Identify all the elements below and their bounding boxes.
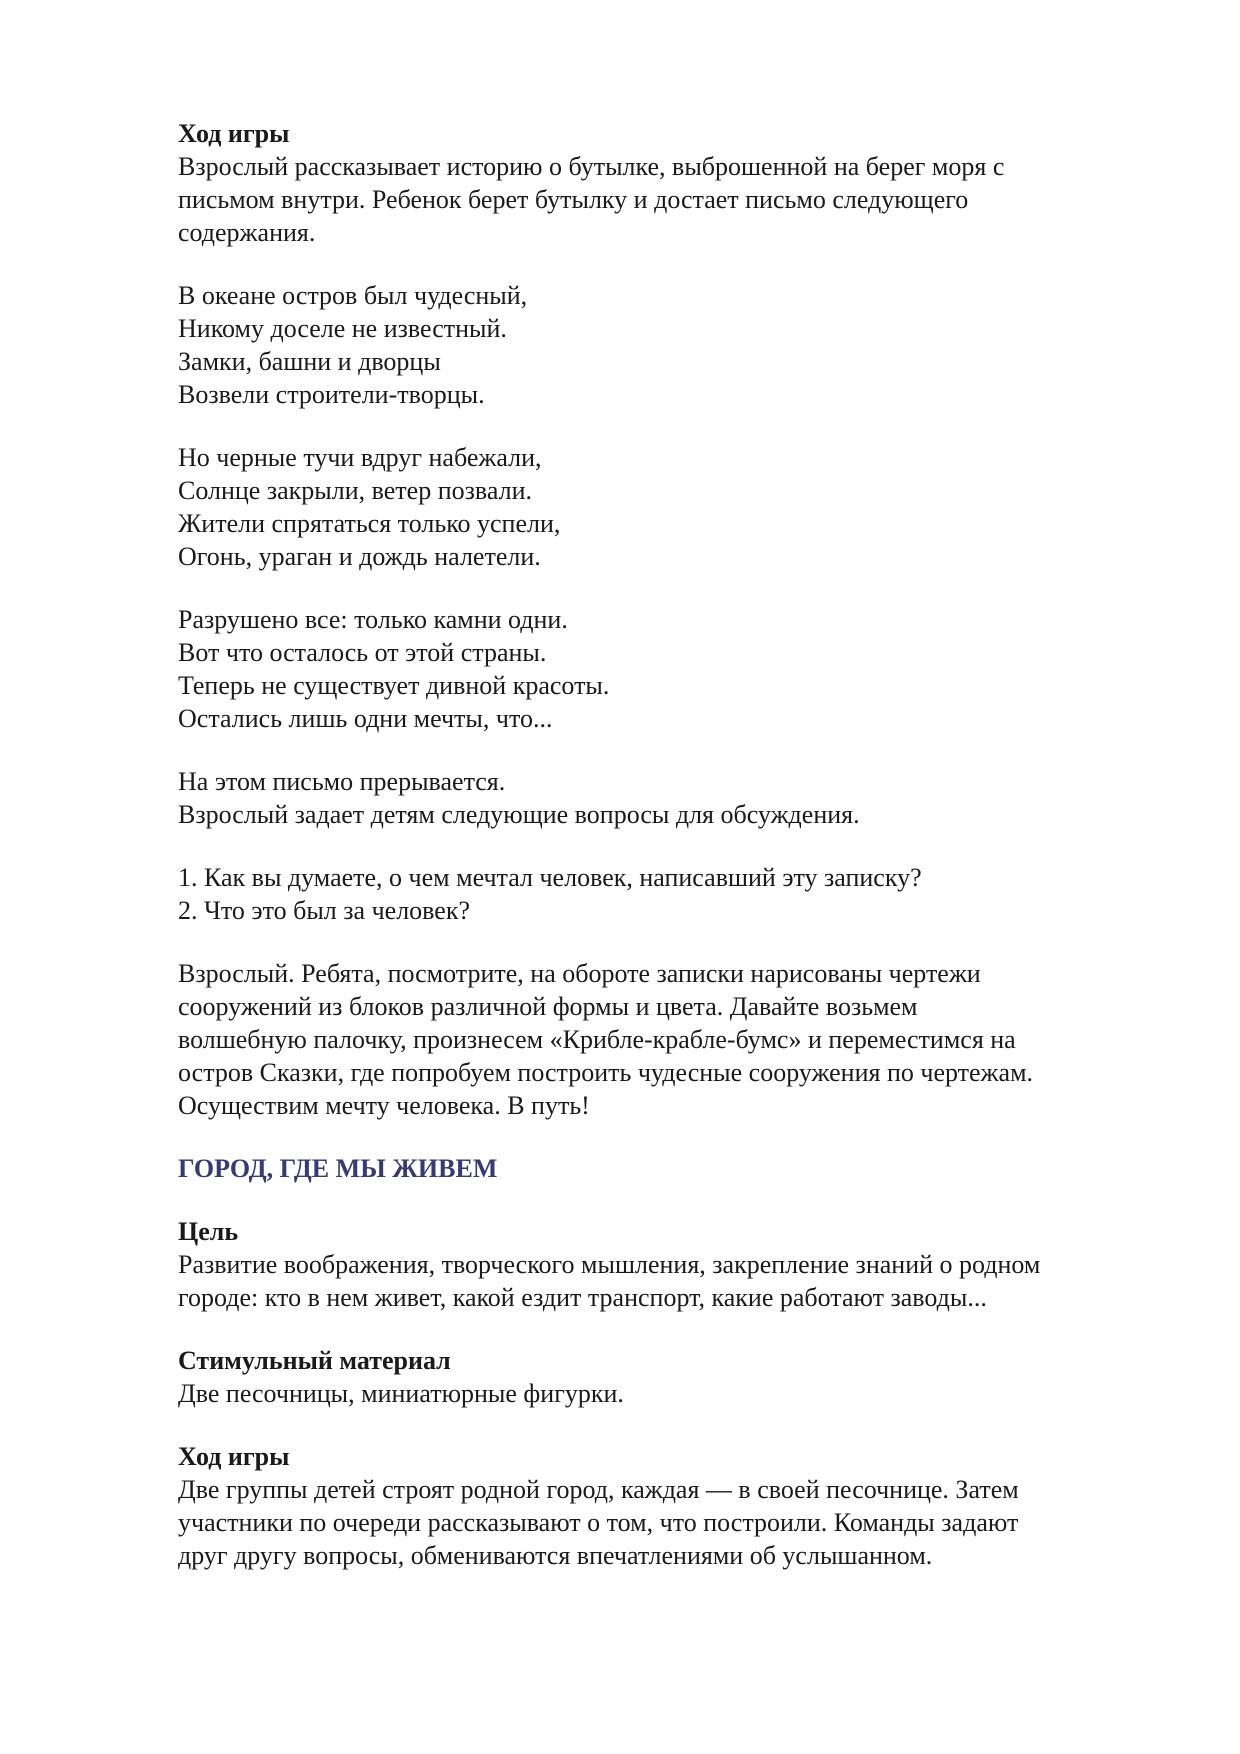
adult-speech-paragraph	[178, 957, 1168, 1122]
poem-line: Замки, башни и дворцы	[178, 347, 441, 376]
poem-line: Разрушено все: только камни одни.	[178, 605, 568, 634]
section-title: ГОРОД, ГДЕ МЫ ЖИВЕМ	[178, 1154, 498, 1183]
paragraph-line: остров Сказки, где попробуем построить чудесные сооружения по чертежам.	[178, 1058, 1034, 1087]
paragraph-line: волшебную палочку, произнесем «Крибле-крабле-бумс» и переместимся на	[178, 1025, 1016, 1054]
poem-line: Солнце закрыли, ветер позвали.	[178, 476, 532, 505]
document-page	[178, 117, 1168, 1572]
poem-line: Но черные тучи вдруг набежали,	[178, 443, 542, 472]
poem-stanza-2	[178, 441, 1168, 573]
material-heading: Стимульный материал	[178, 1346, 451, 1375]
paragraph-line: содержания.	[178, 218, 316, 247]
question-item: 2. Что это был за человек?	[178, 896, 471, 925]
paragraph-line: Две группы детей строят родной город, каждая — в своей песочнице. Затем	[178, 1475, 1019, 1504]
interrupt-paragraph	[178, 765, 1168, 831]
poem-line: Огонь, ураган и дождь налетели.	[178, 542, 541, 571]
game-heading: Ход игры	[178, 1442, 290, 1471]
poem-line: Жители спрятаться только успели,	[178, 509, 561, 538]
paragraph-line: сооружений из блоков различной формы и цвета. Давайте возьмем	[178, 992, 918, 1021]
intro-paragraph	[178, 150, 1168, 249]
material-paragraph	[178, 1377, 1168, 1410]
paragraph-line: На этом письмо прерывается.	[178, 767, 506, 796]
question-item: 1. Как вы думаете, о чем мечтал человек, написавший эту записку?	[178, 863, 922, 892]
paragraph-line: письмом внутри. Ребенок берет бутылку и достает письмо следующего	[178, 185, 969, 214]
poem-line: Никому доселе не известный.	[178, 314, 507, 343]
paragraph-line: Взрослый. Ребята, посмотрите, на обороте записки нарисованы чертежи	[178, 959, 981, 988]
goal-paragraph	[178, 1248, 1168, 1314]
game-flow-heading: Ход игры	[178, 119, 290, 148]
paragraph-line: Две песочницы, миниатюрные фигурки.	[178, 1379, 624, 1408]
paragraph-line: Развитие воображения, творческого мышления, закрепление знаний о родном	[178, 1250, 1041, 1279]
poem-line: Вот что осталось от этой страны.	[178, 638, 547, 667]
paragraph-line: Взрослый задает детям следующие вопросы для обсуждения.	[178, 800, 860, 829]
goal-heading: Цель	[178, 1217, 239, 1246]
questions-list	[178, 861, 1168, 927]
poem-line: Остались лишь одни мечты, что...	[178, 704, 553, 733]
poem-line: Возвели строители-творцы.	[178, 380, 485, 409]
paragraph-line: городе: кто в нем живет, какой ездит транспорт, какие работают заводы...	[178, 1283, 987, 1312]
paragraph-line: друг другу вопросы, обмениваются впечатлениями об услышанном.	[178, 1541, 933, 1570]
poem-stanza-1	[178, 279, 1168, 411]
poem-line: Теперь не существует дивной красоты.	[178, 671, 610, 700]
poem-line: В океане остров был чудесный,	[178, 281, 528, 310]
paragraph-line: участники по очереди рассказывают о том, что построили. Команды задают	[178, 1508, 1019, 1537]
paragraph-line: Взрослый рассказывает историю о бутылке, выброшенной на берег моря с	[178, 152, 1005, 181]
poem-stanza-3	[178, 603, 1168, 735]
game-paragraph	[178, 1473, 1168, 1572]
paragraph-line: Осуществим мечту человека. В путь!	[178, 1091, 590, 1120]
